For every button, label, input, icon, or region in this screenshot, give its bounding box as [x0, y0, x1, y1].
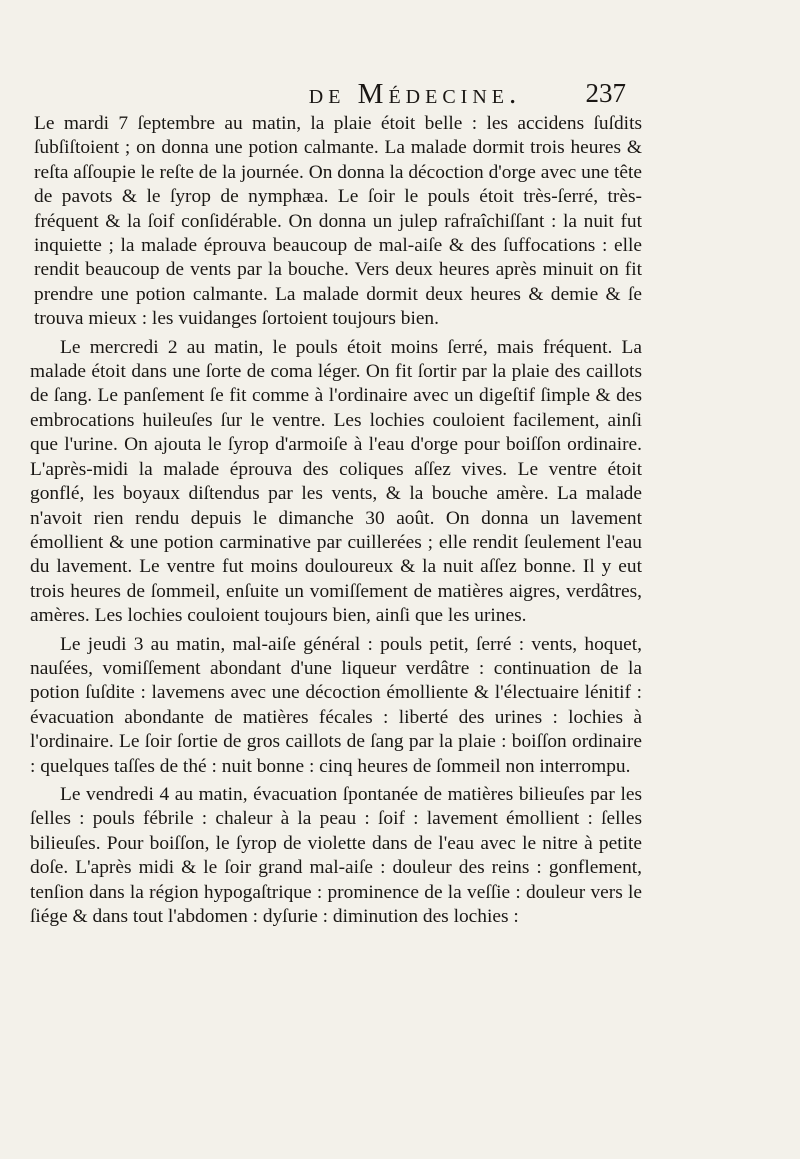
- paragraph-friday: Le vendredi 4 au matin, évacuation ſpontanée de matières bilieuſes par les ſelles : pouls fébrile : chaleur à la peau : ſoif : lavement émollient : ſelles bilieuſes. Pour boiſſon, le ſyrop de violette dans de l'eau avec le nitre à petite doſe. L'après midi & le ſoir grand mal-aiſe : douleur des reins : gonflement, tenſion dans la région hypogaſtrique : prominence de la veſſie : douleur vers le ſiége & dans tout l'abdomen : dyſurie : diminution des lochies :: [30, 783, 642, 927]
- page-number: 237: [585, 78, 626, 108]
- paragraph-tuesday: Le mardi 7 ſeptembre au matin, la plaie étoit belle : les accidens ſuſdits ſubſiſtoient ; on donna une potion calmante. La malade dormit trois heures & reſta aſſoupie le reſte de la journée. On donna la décoction d'orge avec une tête de pavots & le ſyrop de nymphæa. Le ſoir le pouls étoit très-ſerré, très-fréquent & la ſoif conſidérable. On donna un julep rafraîchiſſant : la nuit fut inquiette ; la malade éprouva beaucoup de mal-aiſe & des ſuffocations : elle rendit beaucoup de vents par la bouche. Vers deux heures après minuit on fit prendre une potion calmante. La malade dormit deux heures & demie & ſe trouva mieux : les vuidanges ſortoient toujours bien.: [34, 113, 642, 330]
- paragraph-wednesday: Le mercredi 2 au matin, le pouls étoit moins ſerré, mais fréquent. La malade étoit dans une ſorte de coma léger. On fit ſortir par la plaie des caillots de ſang. Le panſement ſe fit comme à l'ordinaire avec un digeſtif ſimple & des embrocations huileuſes ſur le ventre. Les lochies couloient facilement, ainſi que l'urine. On ajouta le ſyrop d'armoiſe à l'eau d'orge pour boiſſon ordinaire. L'après-midi la malade éprouva des coliques aſſez vives. Le ventre étoit gonflé, les boyaux diſtendus par les vents, & la bouche amère. La malade n'avoit rien rendu depuis le dimanche 30 août. On donna un lavement émollient & une potion carminative par cuillerées ; elle rendit ſeulement l'eau du lavement. Le ventre fut moins douloureux & la nuit aſſez bonne. Il y eut trois heures de ſommeil, enſuite un vomiſſement de matières aigres, verdâtres, amères. Les lochies couloient toujours bien, ainſi que les urines.: [30, 336, 642, 627]
- paragraph-thursday: Le jeudi 3 au matin, mal-aiſe général : pouls petit, ſerré : vents, hoquet, nauſées, vomiſſement abondant d'une liqueur verdâtre : continuation de la potion ſuſdite : lavemens avec une décoction émolliente & l'électuaire lénitif : évacuation abondante de matières fécales : liberté des urines : lochies à l'ordinaire. Le ſoir ſortie de gros caillots de ſang par la plaie : boiſſon ordinaire : quelques taſſes de thé : nuit bonne : cinq heures de ſommeil non interrompu.: [30, 633, 642, 777]
- body-text: [30, 112, 642, 933]
- running-title: de Médecine.: [308, 78, 522, 110]
